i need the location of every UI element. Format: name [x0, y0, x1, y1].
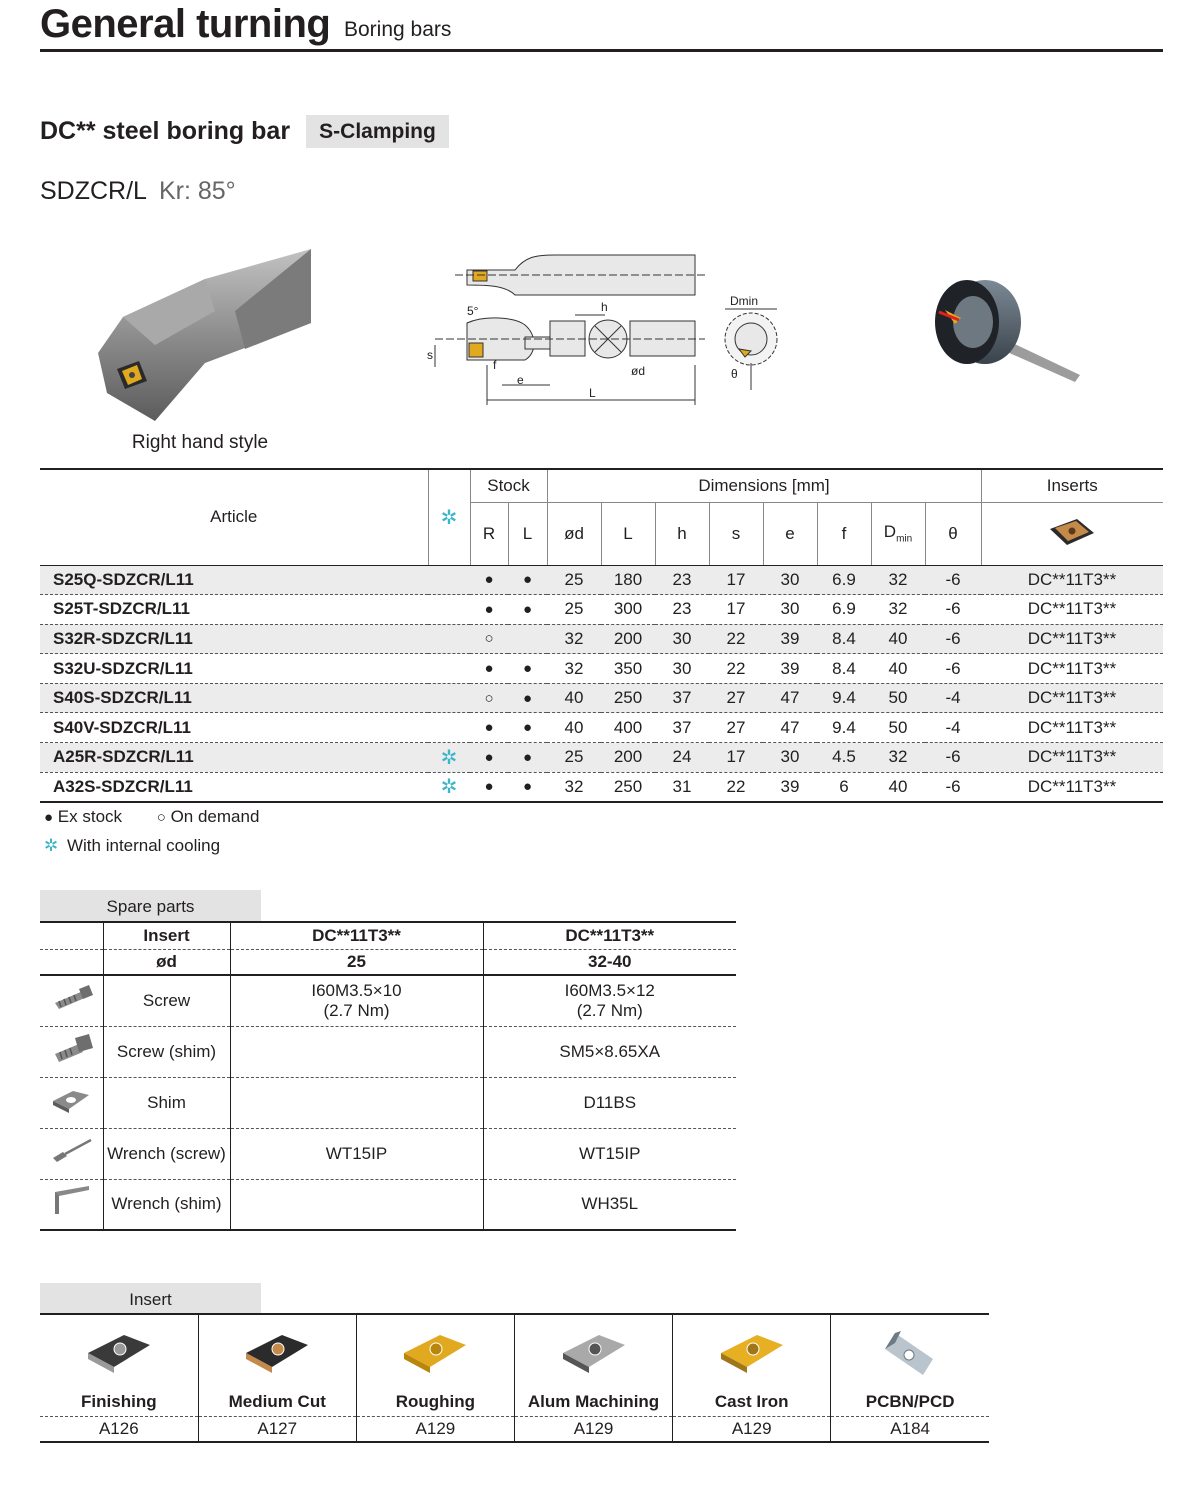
cooling-cell: [428, 713, 470, 743]
stock-l-cell: ●: [508, 595, 547, 625]
od-label: ød: [103, 949, 230, 975]
spare-part-code: I60M3.5×10: [311, 980, 402, 1000]
insert-type-label: PCBN/PCD: [865, 1391, 955, 1411]
col2-od: 32-40: [483, 949, 736, 975]
insert-tab: Insert: [40, 1283, 261, 1314]
spare-part-name: Shim: [103, 1077, 230, 1128]
insert-image: [875, 1329, 945, 1379]
e-cell: 30: [763, 743, 817, 773]
insert-page-ref: A126: [98, 1418, 139, 1438]
stock-legend: [44, 807, 259, 827]
length-cell: 250: [601, 683, 655, 713]
stock-l-cell: ●: [508, 683, 547, 713]
length-cell: 300: [601, 595, 655, 625]
cooling-header: [428, 469, 470, 565]
insert-type-card: [831, 1314, 989, 1416]
s-cell: 17: [709, 565, 763, 595]
article-cell: A32S-SDZCR/L11: [53, 776, 193, 796]
coolant-icon: ✲: [440, 506, 458, 529]
e-cell: 39: [780, 776, 800, 796]
od-cell: 32: [564, 776, 584, 796]
insert-cell: DC**11T3**: [981, 683, 1163, 713]
dmin-cell: 40: [888, 776, 908, 796]
spare-part-c2: [483, 1179, 736, 1230]
model-line: [40, 177, 236, 206]
theta-cell: -4: [925, 713, 981, 743]
spare-part-c2: [483, 1026, 736, 1077]
spare-part-code: D11BS: [583, 1092, 637, 1112]
ex-stock-label: Ex stock: [57, 807, 123, 826]
cooling-legend: [44, 836, 220, 856]
article-cell: S25Q-SDZCR/L11: [40, 565, 428, 595]
spare-part-c1: [230, 975, 483, 1026]
f-cell: 6.9: [817, 595, 871, 625]
figure-caption: Right hand style: [131, 432, 269, 453]
theta-cell: -6: [925, 595, 981, 625]
h-cell: 30: [655, 624, 709, 654]
hex-wrench-icon: [40, 1179, 103, 1230]
spare-row: [40, 1077, 736, 1128]
col-theta: θ: [925, 502, 981, 565]
clamping-badge: S-Clamping: [306, 115, 449, 148]
od-cell: 32: [547, 654, 601, 684]
insert-type-card: [198, 1314, 356, 1416]
article-table: [40, 468, 1163, 803]
spare-part-code: SM5×8.65XA: [559, 1041, 661, 1061]
length-cell: 200: [601, 743, 655, 773]
table-row: [40, 565, 1163, 595]
stock-r-cell: ●: [470, 595, 508, 625]
theta-cell: -6: [945, 776, 961, 796]
cooling-cell: ✲: [440, 776, 458, 799]
article-cell: S40S-SDZCR/L11: [40, 683, 428, 713]
theta-cell: -6: [925, 565, 981, 595]
bore-render-image: [925, 270, 1090, 390]
insert-cell: DC**11T3**: [981, 565, 1163, 595]
f-cell: 9.4: [817, 683, 871, 713]
table-row: [40, 713, 1163, 743]
spare-part-code: WH35L: [581, 1194, 639, 1214]
insert-icon: [1047, 515, 1097, 547]
dimension-drawing: [425, 245, 785, 410]
cooling-cell: ✲: [428, 743, 470, 773]
table-row: [40, 772, 1163, 802]
s-cell: 22: [726, 776, 746, 796]
od-cell: 40: [547, 713, 601, 743]
f-cell: 8.4: [817, 624, 871, 654]
f-cell: 8.4: [817, 654, 871, 684]
insert-type-label: Cast Iron: [714, 1391, 789, 1411]
insert-type-label: Roughing: [395, 1391, 476, 1411]
stock-r-cell: ○: [470, 683, 508, 713]
col2-insert: DC**11T3**: [483, 922, 736, 949]
s-cell: 17: [709, 595, 763, 625]
spare-parts-tab: Spare parts: [40, 890, 261, 921]
spare-part-code: WT15IP: [325, 1143, 388, 1163]
od-label: ød: [631, 364, 646, 378]
col1-od: 25: [230, 949, 483, 975]
insert-cell: DC**11T3**: [981, 595, 1163, 625]
stock-r-cell: ●: [470, 565, 508, 595]
stock-l-cell: ●: [522, 778, 533, 796]
col-len: L: [601, 502, 655, 565]
insert-image: [717, 1329, 787, 1379]
insert-cell: DC**11T3**: [981, 713, 1163, 743]
table-row: [40, 654, 1163, 684]
insert-cell: DC**11T3**: [981, 624, 1163, 654]
coolant-legend-icon: ✲: [44, 836, 59, 855]
h-cell: 23: [655, 595, 709, 625]
spare-part-c1: [230, 1128, 483, 1179]
s-cell: 22: [709, 624, 763, 654]
spare-part-c2: [483, 1128, 736, 1179]
insert-label: Insert: [103, 922, 230, 949]
e-cell: 39: [763, 624, 817, 654]
stock-r-cell: ○: [470, 624, 508, 654]
insert-cell: DC**11T3**: [981, 743, 1163, 773]
cooling-cell: [428, 595, 470, 625]
table-row: [40, 595, 1163, 625]
theta-cell: -6: [925, 624, 981, 654]
stock-l-cell: ●: [508, 713, 547, 743]
spare-part-code: WT15IP: [579, 1143, 641, 1163]
col-s: s: [709, 502, 763, 565]
theta-cell: -6: [925, 743, 981, 773]
insert-types-table: [40, 1313, 989, 1443]
stock-l-cell: [508, 624, 547, 654]
h-cell: 30: [655, 654, 709, 684]
inserts-header: Inserts: [981, 469, 1163, 502]
col-e: e: [763, 502, 817, 565]
insert-cell: DC**11T3**: [1027, 776, 1117, 796]
insert-type-card: [514, 1314, 672, 1416]
h-cell: 24: [655, 743, 709, 773]
od-cell: 40: [547, 683, 601, 713]
model-name: SDZCR/L: [40, 177, 147, 205]
page-subtitle: Boring bars: [344, 18, 452, 41]
col-l: L: [508, 502, 547, 565]
spare-row: [40, 1026, 736, 1077]
insert-image: [84, 1329, 154, 1379]
cooling-cell: [428, 654, 470, 684]
s-cell: 27: [709, 683, 763, 713]
insert-image: [400, 1329, 470, 1379]
spare-part-name: Screw (shim): [103, 1026, 230, 1077]
col1-insert: DC**11T3**: [230, 922, 483, 949]
dmin-cell: 32: [871, 595, 925, 625]
insert-type-card: [40, 1314, 198, 1416]
theta-cell: -4: [925, 683, 981, 713]
dmin-cell: 50: [871, 683, 925, 713]
f-cell: 9.4: [817, 713, 871, 743]
col-h: h: [655, 502, 709, 565]
h-cell: 31: [672, 776, 692, 796]
stock-header: Stock: [470, 469, 547, 502]
angle-label: 5°: [467, 304, 479, 318]
insert-thumb: [981, 502, 1163, 565]
spare-part-name: Wrench (screw): [103, 1128, 230, 1179]
spare-part-c1: [230, 1077, 483, 1128]
insert-type-label: Finishing: [81, 1391, 157, 1411]
stock-r-cell: ●: [484, 778, 494, 796]
spare-row: [40, 1128, 736, 1179]
s-cell: 22: [709, 654, 763, 684]
length-cell: 200: [601, 624, 655, 654]
insert-image: [242, 1329, 312, 1379]
e-cell: 39: [763, 654, 817, 684]
spare-parts-table: [40, 921, 736, 1231]
od-cell: 25: [547, 595, 601, 625]
insert-page-ref: A129: [356, 1416, 514, 1442]
cooling-label: With internal cooling: [66, 836, 221, 855]
article-cell: S25T-SDZCR/L11: [40, 595, 428, 625]
col-od: ød: [547, 502, 601, 565]
spare-part-c1: [230, 1026, 483, 1077]
s-label: s: [427, 348, 433, 362]
e-cell: 30: [763, 595, 817, 625]
ex-stock-symbol: ●: [44, 809, 54, 826]
dmin-cell: 40: [871, 624, 925, 654]
page-header: [40, 0, 1163, 52]
h-cell: 23: [655, 565, 709, 595]
spare-part-torque: (2.7 Nm): [323, 1000, 390, 1020]
od-cell: 25: [547, 565, 601, 595]
spare-part-name: Wrench (shim): [103, 1179, 230, 1230]
insert-page-ref: A184: [831, 1416, 989, 1442]
e-cell: 47: [763, 713, 817, 743]
f-cell: 4.5: [817, 743, 871, 773]
shim-screw-icon: [40, 1026, 103, 1077]
s-cell: 27: [709, 713, 763, 743]
length-cell: 250: [613, 776, 643, 796]
article-cell: S32U-SDZCR/L11: [40, 654, 428, 684]
theta-label: θ: [731, 367, 738, 381]
dmin-cell: 32: [871, 743, 925, 773]
kr-angle: Kr: 85°: [158, 177, 236, 205]
od-cell: 25: [547, 743, 601, 773]
insert-image: [559, 1329, 629, 1379]
insert-type-label: Medium Cut: [228, 1391, 326, 1411]
insert-page-ref: A129: [673, 1416, 831, 1442]
table-row: [40, 743, 1163, 773]
page-title: General turning: [40, 2, 331, 46]
f-cell: 6: [839, 776, 849, 796]
s-cell: 17: [709, 743, 763, 773]
section-title: DC** steel boring bar: [40, 117, 291, 145]
article-cell: S40V-SDZCR/L11: [40, 713, 428, 743]
dmin-cell: 32: [871, 565, 925, 595]
f-cell: 6.9: [817, 565, 871, 595]
spare-row: [40, 975, 736, 1026]
insert-type-card: [673, 1314, 831, 1416]
stock-l-cell: ●: [508, 565, 547, 595]
insert-page-ref: A129: [514, 1416, 672, 1442]
on-demand-symbol: ○: [156, 809, 166, 826]
shim-icon: [40, 1077, 103, 1128]
spare-row: [40, 1179, 736, 1230]
f-label: f: [493, 358, 497, 372]
h-label: h: [601, 300, 608, 314]
length-cell: 350: [601, 654, 655, 684]
col-f: f: [817, 502, 871, 565]
l-label: L: [589, 386, 596, 400]
length-cell: 400: [601, 713, 655, 743]
spare-part-c2: [483, 975, 736, 1026]
boring-bar-image: [95, 245, 315, 425]
stock-r-cell: ●: [470, 713, 508, 743]
insert-type-card: [356, 1314, 514, 1416]
cooling-cell: [428, 683, 470, 713]
od-cell: 32: [547, 624, 601, 654]
h-cell: 37: [655, 683, 709, 713]
cooling-cell: [428, 565, 470, 595]
on-demand-label: On demand: [170, 807, 260, 826]
table-row: [40, 624, 1163, 654]
table-row: [40, 683, 1163, 713]
e-cell: 47: [763, 683, 817, 713]
stock-l-cell: ●: [508, 743, 547, 773]
theta-cell: -6: [925, 654, 981, 684]
dimensions-header: Dimensions [mm]: [547, 469, 981, 502]
length-cell: 180: [601, 565, 655, 595]
h-cell: 37: [655, 713, 709, 743]
stock-l-cell: ●: [508, 654, 547, 684]
spare-part-code: I60M3.5×12: [564, 980, 655, 1000]
insert-page-ref: A127: [198, 1416, 356, 1442]
col-r: R: [470, 502, 508, 565]
article-header: Article: [40, 469, 428, 565]
spare-part-c2: [483, 1077, 736, 1128]
col-dmin: $D_{min}$: [871, 502, 925, 565]
insert-cell: DC**11T3**: [981, 654, 1163, 684]
stock-r-cell: ●: [470, 743, 508, 773]
spare-part-c1: [230, 1179, 483, 1230]
insert-type-label: Alum Machining: [527, 1391, 660, 1411]
torx-wrench-icon: [40, 1128, 103, 1179]
spare-part-torque: (2.7 Nm): [576, 1000, 643, 1020]
spare-part-name: Screw: [103, 975, 230, 1026]
cooling-cell: [428, 624, 470, 654]
dmin-cell: 50: [871, 713, 925, 743]
screw-icon: [40, 975, 103, 1026]
article-cell: S32R-SDZCR/L11: [40, 624, 428, 654]
dmin-cell: 40: [871, 654, 925, 684]
article-cell: A25R-SDZCR/L11: [40, 743, 428, 773]
dmin-label: Dmin: [730, 294, 759, 308]
e-cell: 30: [763, 565, 817, 595]
e-label: e: [517, 373, 524, 387]
stock-r-cell: ●: [470, 654, 508, 684]
